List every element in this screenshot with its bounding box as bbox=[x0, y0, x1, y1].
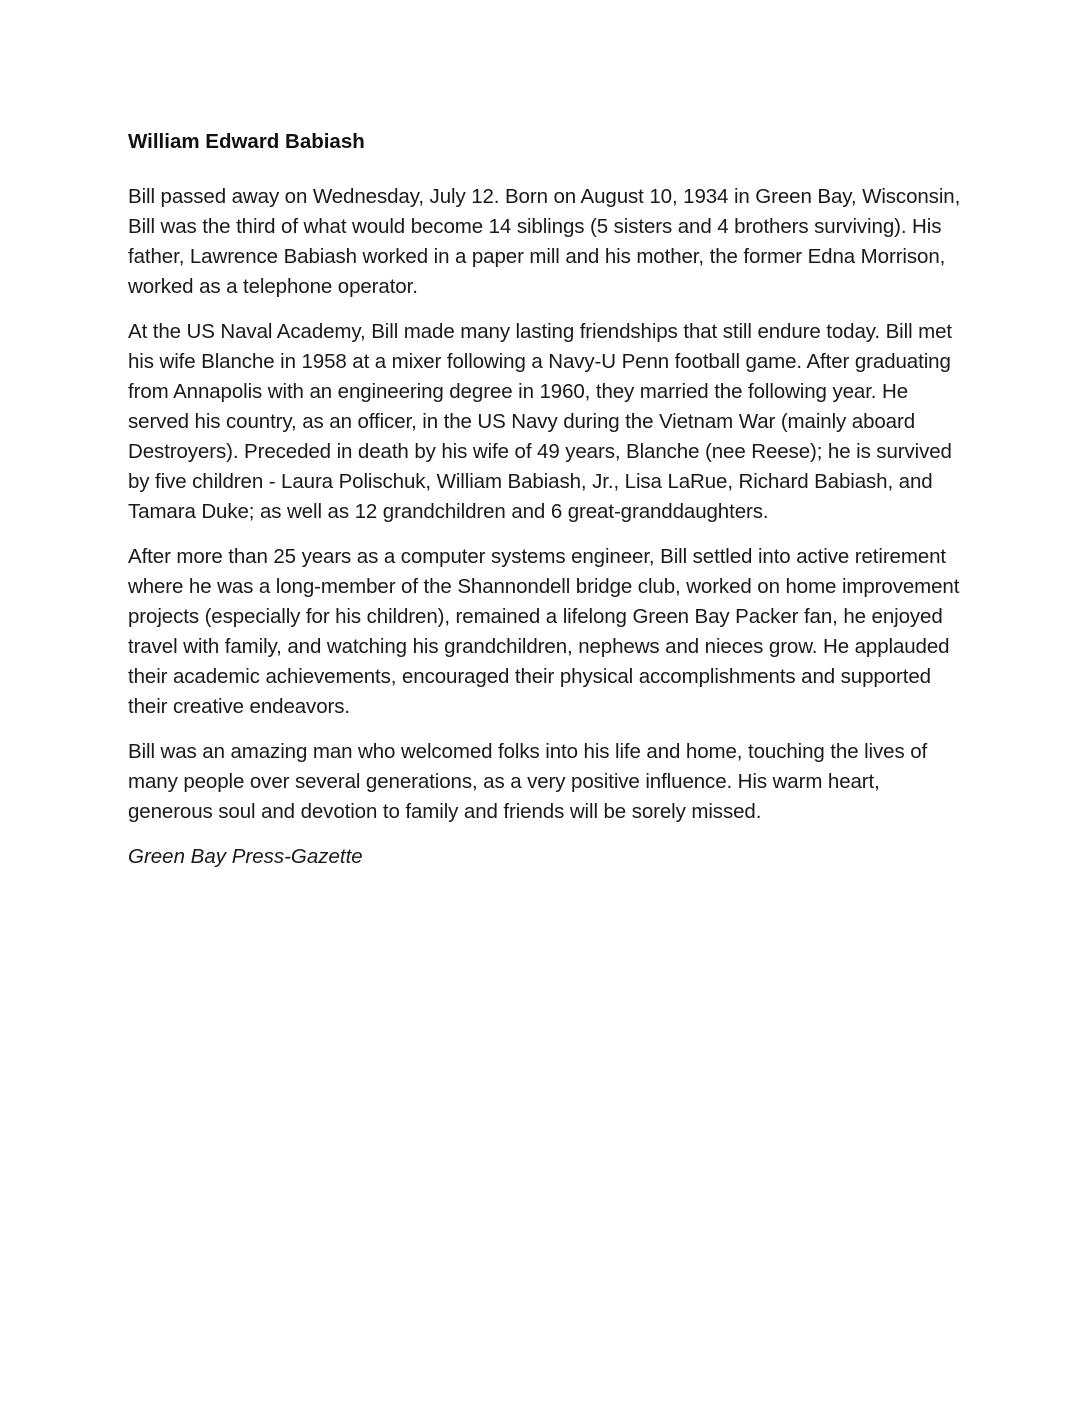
obituary-paragraph-tribute: Bill was an amazing man who welcomed folks into his life and home, touching the lives of many people over several generations, as a very positive influence. His warm heart, generous soul and devotion to family and friends will be sorely missed. bbox=[128, 740, 928, 823]
obituary-paragraph-navy-marriage: At the US Naval Academy, Bill made many lasting friendships that still endure today. Bill met his wife Blanche in 1958 at a mixer following a Navy-U Penn football game. After graduating from Annapolis with an engineering degree in 1960, they married the following year. He served his country, as an officer, in the US Navy during the Vietnam War (mainly aboard Destroyers). Preceded in death by his wife of 49 years, Blanche (nee Reese); he is survived by five children - Laura Polischuk, William Babiash, Jr., Lisa LaRue, Richard Babiash, and Tamara Duke; as well as 12 grandchildren and 6 great-granddaughters. bbox=[128, 320, 952, 523]
document-title: William Edward Babiash bbox=[128, 130, 365, 153]
publication-attribution: Green Bay Press-Gazette bbox=[128, 845, 363, 868]
obituary-paragraph-career-retirement: After more than 25 years as a computer systems engineer, Bill settled into active retirement where he was a long-member of the Shannondell bridge club, worked on home improvement projects (especially for his children), remained a lifelong Green Bay Packer fan, he enjoyed travel with family, and watching his grandchildren, nephews and nieces grow. He applauded their academic achievements, encouraged their physical accomplishments and supported their creative endeavors. bbox=[128, 545, 960, 718]
obituary-paragraph-birth-family: Bill passed away on Wednesday, July 12. Born on August 10, 1934 in Green Bay, Wisconsin, Bill was the third of what would become 14 siblings (5 sisters and 4 brothers surviving). His father, Lawrence Babiash worked in a paper mill and his mother, the former Edna Morrison, worked as a telephone operator. bbox=[128, 185, 961, 298]
